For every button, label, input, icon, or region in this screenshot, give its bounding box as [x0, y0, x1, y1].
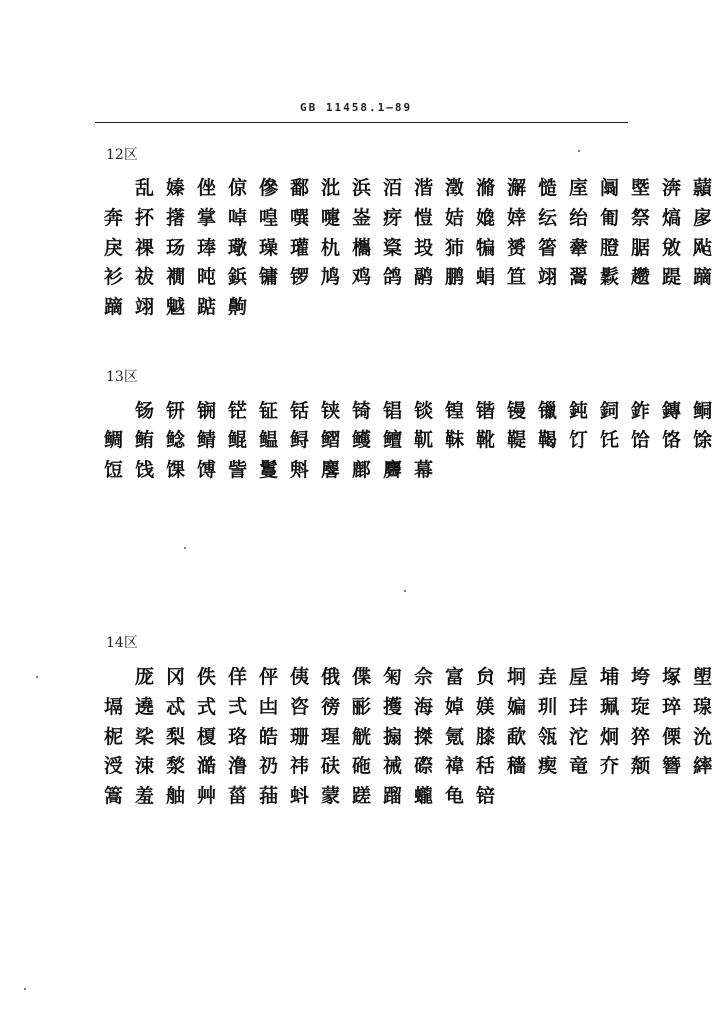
hanzi-char: 绐 [568, 207, 588, 229]
hanzi-char: 鏄 [661, 400, 681, 422]
standard-number-header: GB 11458.1—89 [300, 101, 413, 114]
hanzi-char: 觥 [351, 726, 371, 748]
hanzi-char: 炯 [599, 726, 619, 748]
hanzi-char: 海 [413, 696, 433, 718]
hanzi-char: 蹓 [382, 785, 402, 807]
hanzi-char: 铦 [289, 400, 309, 422]
hanzi-char: 弍 [227, 696, 247, 718]
hanzi-char: 欈 [351, 237, 371, 259]
hanzi-char: 饤 [568, 429, 588, 451]
header-rule [95, 122, 628, 123]
hanzi-char: 礽 [258, 755, 278, 777]
scan-speck [24, 988, 26, 990]
hanzi-char: 冈 [165, 666, 185, 688]
hanzi-char: 鸽 [382, 266, 402, 288]
hanzi-char: 秳 [475, 755, 495, 777]
hanzi-char: 瓘 [289, 237, 309, 259]
hanzi-char: 簪 [661, 755, 681, 777]
hanzi-char: 慥 [537, 177, 557, 199]
hanzi-char: 俄 [320, 666, 340, 688]
hanzi-char: 繂 [692, 755, 712, 777]
hanzi-char: 蜎 [475, 266, 495, 288]
hanzi-char: 媥 [506, 696, 526, 718]
hanzi-char: 凷 [258, 696, 278, 718]
hanzi-char: 旽 [196, 266, 216, 288]
hanzi-char: 竜 [568, 755, 588, 777]
hanzi-char: 瑔 [692, 696, 712, 718]
hanzi-char: 抔 [134, 207, 154, 229]
hanzi-char: 鬘 [258, 459, 278, 481]
hanzi-char: 璥 [227, 237, 247, 259]
hanzi-char: 熇 [661, 207, 681, 229]
hanzi-char: 饹 [661, 429, 681, 451]
hanzi-char: 鲭 [196, 429, 216, 451]
hanzi-char: 傈 [661, 726, 681, 748]
hanzi-char: 塥 [103, 696, 123, 718]
hanzi-char: 锠 [382, 400, 402, 422]
char-row [98, 203, 718, 233]
hanzi-char: 柅 [103, 726, 123, 748]
hanzi-char: 斞 [289, 459, 309, 481]
char-row [98, 292, 253, 322]
hanzi-char: 垮 [630, 666, 650, 688]
hanzi-char: 钘 [165, 400, 185, 422]
hanzi-char: 戾 [103, 237, 123, 259]
hanzi-char: 崟 [351, 207, 371, 229]
hanzi-char: 砆 [320, 755, 340, 777]
hanzi-char: 砤 [351, 755, 371, 777]
hanzi-char: 锎 [196, 400, 216, 422]
hanzi-char: 穡 [506, 755, 526, 777]
hanzi-char: 傪 [258, 177, 278, 199]
hanzi-char: 珊 [289, 726, 309, 748]
hanzi-char: 匊 [382, 666, 402, 688]
hanzi-char: 澂 [444, 177, 464, 199]
hanzi-char: 鳠 [351, 429, 371, 451]
hanzi-char: 锴 [475, 400, 495, 422]
hanzi-char: 蠬 [413, 785, 433, 807]
hanzi-char: 鲶 [165, 429, 185, 451]
hanzi-char: 澔 [196, 755, 216, 777]
hanzi-char: 伻 [258, 666, 278, 688]
hanzi-char: 夰 [599, 755, 619, 777]
hanzi-char: 敓 [661, 237, 681, 259]
hanzi-char: 嚏 [320, 207, 340, 229]
scan-speck [36, 676, 38, 678]
hanzi-char: 玚 [165, 237, 185, 259]
hanzi-char: 佯 [227, 666, 247, 688]
hanzi-char: 搧 [382, 726, 402, 748]
hanzi-char: 菑 [227, 785, 247, 807]
hanzi-char: 搩 [413, 726, 433, 748]
hanzi-char: 踮 [196, 296, 216, 318]
hanzi-char: 殶 [413, 237, 433, 259]
char-row [98, 781, 501, 811]
hanzi-char: 禕 [444, 755, 464, 777]
section-label-13: 13区 [106, 369, 138, 385]
hanzi-char: 式 [196, 696, 216, 718]
hanzi-char: 噀 [289, 207, 309, 229]
hanzi-char: 榎 [196, 726, 216, 748]
hanzi-char: 坰 [506, 666, 526, 688]
hanzi-char: 鲔 [134, 429, 154, 451]
hanzi-char: 襉 [165, 266, 185, 288]
hanzi-char: 翊 [537, 266, 557, 288]
hanzi-char: 嫓 [475, 207, 495, 229]
hanzi-char: 饸 [630, 429, 650, 451]
hanzi-char: 嫀 [165, 177, 185, 199]
hanzi-char: 瘈 [537, 755, 557, 777]
section-label-14: 14区 [106, 635, 138, 651]
char-row [129, 662, 718, 692]
hanzi-char: 鬏 [599, 266, 619, 288]
hanzi-char: 侇 [289, 666, 309, 688]
hanzi-char: 佘 [413, 666, 433, 688]
hanzi-char: 鄜 [351, 459, 371, 481]
hanzi-char: 沇 [692, 726, 712, 748]
hanzi-char: 梨 [165, 726, 185, 748]
hanzi-char: 渀 [661, 177, 681, 199]
hanzi-char: 纭 [537, 207, 557, 229]
hanzi-char: 铓 [227, 400, 247, 422]
hanzi-char: 婞 [506, 207, 526, 229]
hanzi-char: 垚 [537, 666, 557, 688]
hanzi-char: 徬 [320, 696, 340, 718]
hanzi-char: 偞 [351, 666, 371, 688]
hanzi-char: 钖 [134, 400, 154, 422]
hanzi-char: 涑 [134, 755, 154, 777]
hanzi-char: 洦 [382, 177, 402, 199]
char-row [98, 233, 718, 263]
hanzi-char: 鞮 [506, 429, 526, 451]
hanzi-char: 锬 [413, 400, 433, 422]
hanzi-char: 垕 [568, 666, 588, 688]
hanzi-char: 鲖 [692, 400, 712, 422]
char-row [98, 425, 718, 455]
hanzi-char: 忒 [165, 696, 185, 718]
hanzi-char: 鈍 [568, 400, 588, 422]
hanzi-char: 馎 [196, 459, 216, 481]
hanzi-char: 麐 [320, 459, 340, 481]
hanzi-char: 蚪 [289, 785, 309, 807]
hanzi-char: 侳 [196, 177, 216, 199]
hanzi-char: 靰 [413, 429, 433, 451]
hanzi-char: 鹏 [444, 266, 464, 288]
hanzi-char: 扅 [692, 207, 712, 229]
scan-speck [404, 590, 406, 592]
hanzi-char: 疨 [382, 207, 402, 229]
hanzi-char: 桬 [134, 726, 154, 748]
hanzi-char: 瓴 [537, 726, 557, 748]
hanzi-char: 靺 [444, 429, 464, 451]
section-label-12: 12区 [106, 147, 138, 163]
hanzi-char: 齁 [227, 296, 247, 318]
hanzi-char: 镛 [258, 266, 278, 288]
hanzi-char: 鈼 [630, 400, 650, 422]
hanzi-char: 篙 [103, 785, 123, 807]
hanzi-char: 祼 [134, 237, 154, 259]
hanzi-char: 馀 [692, 429, 712, 451]
hanzi-char: 楶 [382, 237, 402, 259]
hanzi-char: 婥 [444, 696, 464, 718]
hanzi-char: 磜 [413, 755, 433, 777]
hanzi-char: 佚 [196, 666, 216, 688]
hanzi-char: 塚 [661, 666, 681, 688]
char-row [98, 455, 439, 485]
hanzi-char: 媄 [475, 696, 495, 718]
hanzi-char: 麡 [382, 459, 402, 481]
hanzi-char: 鹝 [413, 266, 433, 288]
hanzi-char: 幕 [413, 459, 433, 481]
hanzi-char: 滫 [475, 177, 495, 199]
hanzi-char: 瑆 [320, 726, 340, 748]
hanzi-char: 奔 [103, 207, 123, 229]
hanzi-char: 镘 [506, 400, 526, 422]
hanzi-char: 訾 [227, 459, 247, 481]
hanzi-char: 遶 [134, 696, 154, 718]
hanzi-char: 珮 [599, 696, 619, 718]
hanzi-char: 鳁 [258, 429, 278, 451]
hanzi-char: 祎 [289, 755, 309, 777]
hanzi-char: 镴 [537, 400, 557, 422]
hanzi-char: 鳛 [320, 429, 340, 451]
hanzi-char: 皓 [258, 726, 278, 748]
hanzi-char: 澥 [506, 177, 526, 199]
hanzi-char: 舳 [165, 785, 185, 807]
hanzi-char: 鲲 [227, 429, 247, 451]
hanzi-char: 锫 [475, 785, 495, 807]
hanzi-char: 愷 [413, 207, 433, 229]
hanzi-char: 涭 [103, 755, 123, 777]
hanzi-char: 羞 [134, 785, 154, 807]
hanzi-char: 鉰 [599, 400, 619, 422]
char-row [98, 692, 718, 722]
hanzi-char: 贠 [475, 666, 495, 688]
hanzi-char: 祓 [134, 266, 154, 288]
hanzi-char: 靴 [475, 429, 495, 451]
hanzi-char: 腒 [630, 237, 650, 259]
hanzi-char: 鸡 [351, 266, 371, 288]
char-row [129, 396, 718, 426]
hanzi-char: 蘏 [692, 177, 712, 199]
hanzi-char: 咨 [289, 696, 309, 718]
hanzi-char: 锜 [351, 400, 371, 422]
hanzi-char: 彨 [351, 696, 371, 718]
hanzi-char: 趱 [630, 266, 650, 288]
scan-speck [184, 547, 186, 549]
hanzi-char: 厐 [134, 666, 154, 688]
hanzi-char: 箵 [537, 237, 557, 259]
hanzi-char: 饯 [134, 459, 154, 481]
hanzi-char: 衫 [103, 266, 123, 288]
hanzi-char: 犏 [475, 237, 495, 259]
hanzi-char: 猝 [630, 726, 650, 748]
char-row [98, 751, 718, 781]
hanzi-char: 沘 [320, 177, 340, 199]
hanzi-char: 蒙 [320, 785, 340, 807]
hanzi-char: 朹 [320, 237, 340, 259]
hanzi-char: 埔 [599, 666, 619, 688]
hanzi-char: 踶 [661, 266, 681, 288]
hanzi-char: 姞 [444, 207, 464, 229]
hanzi-char: 塈 [630, 177, 650, 199]
hanzi-char: 阘 [599, 177, 619, 199]
char-row [98, 722, 718, 752]
hanzi-char: 锽 [444, 400, 464, 422]
hanzi-char: 鳣 [382, 429, 402, 451]
scan-speck [578, 150, 580, 152]
hanzi-char: 啅 [227, 207, 247, 229]
hanzi-char: 蹢 [103, 296, 123, 318]
hanzi-char: 艸 [196, 785, 216, 807]
hanzi-char: 饾 [103, 459, 123, 481]
hanzi-char: 湝 [413, 177, 433, 199]
hanzi-char: 笪 [506, 266, 526, 288]
hanzi-char: 湬 [165, 755, 185, 777]
hanzi-char: 乱 [134, 177, 154, 199]
hanzi-char: 玔 [537, 696, 557, 718]
hanzi-char: 喤 [258, 207, 278, 229]
hanzi-char: 珞 [227, 726, 247, 748]
hanzi-char: 锣 [289, 266, 309, 288]
hanzi-char: 舝 [568, 237, 588, 259]
hanzi-char: 澛 [227, 755, 247, 777]
hanzi-char: 膝 [475, 726, 495, 748]
hanzi-char: 鞨 [537, 429, 557, 451]
hanzi-char: 琫 [196, 237, 216, 259]
hanzi-char: 膯 [599, 237, 619, 259]
hanzi-char: 掌 [196, 207, 216, 229]
hanzi-char: 飐 [692, 237, 712, 259]
hanzi-char: 钲 [258, 400, 278, 422]
hanzi-char: 鋲 [227, 266, 247, 288]
hanzi-char: 擆 [165, 207, 185, 229]
char-row [98, 262, 718, 292]
hanzi-char: 倞 [227, 177, 247, 199]
hanzi-char: 浜 [351, 177, 371, 199]
hanzi-char: 富 [444, 666, 464, 688]
hanzi-char: 玤 [568, 696, 588, 718]
hanzi-char: 琗 [661, 696, 681, 718]
char-row [129, 173, 718, 203]
hanzi-char: 龟 [444, 785, 464, 807]
hanzi-char: 庢 [568, 177, 588, 199]
hanzi-char: 璪 [258, 237, 278, 259]
hanzi-char: 魆 [165, 296, 185, 318]
hanzi-char: 祴 [382, 755, 402, 777]
hanzi-char: 塱 [692, 666, 712, 688]
hanzi-char: 翊 [134, 296, 154, 318]
hanzi-char: 琁 [630, 696, 650, 718]
hanzi-char: 鸠 [320, 266, 340, 288]
hanzi-char: 歃 [506, 726, 526, 748]
hanzi-char: 氪 [444, 726, 464, 748]
hanzi-char: 翯 [568, 266, 588, 288]
hanzi-char: 馃 [165, 459, 185, 481]
hanzi-char: 沱 [568, 726, 588, 748]
hanzi-char: 鲷 [103, 429, 123, 451]
hanzi-char: 祭 [630, 207, 650, 229]
hanzi-char: 蹢 [692, 266, 712, 288]
hanzi-char: 鲟 [289, 429, 309, 451]
hanzi-char: 饦 [599, 429, 619, 451]
hanzi-char: 赟 [506, 237, 526, 259]
hanzi-char: 犻 [444, 237, 464, 259]
hanzi-char: 擭 [382, 696, 402, 718]
hanzi-char: 菗 [258, 785, 278, 807]
hanzi-char: 颒 [630, 755, 650, 777]
hanzi-char: 铗 [320, 400, 340, 422]
hanzi-char: 鄱 [289, 177, 309, 199]
hanzi-char: 蹉 [351, 785, 371, 807]
hanzi-char: 匍 [599, 207, 619, 229]
